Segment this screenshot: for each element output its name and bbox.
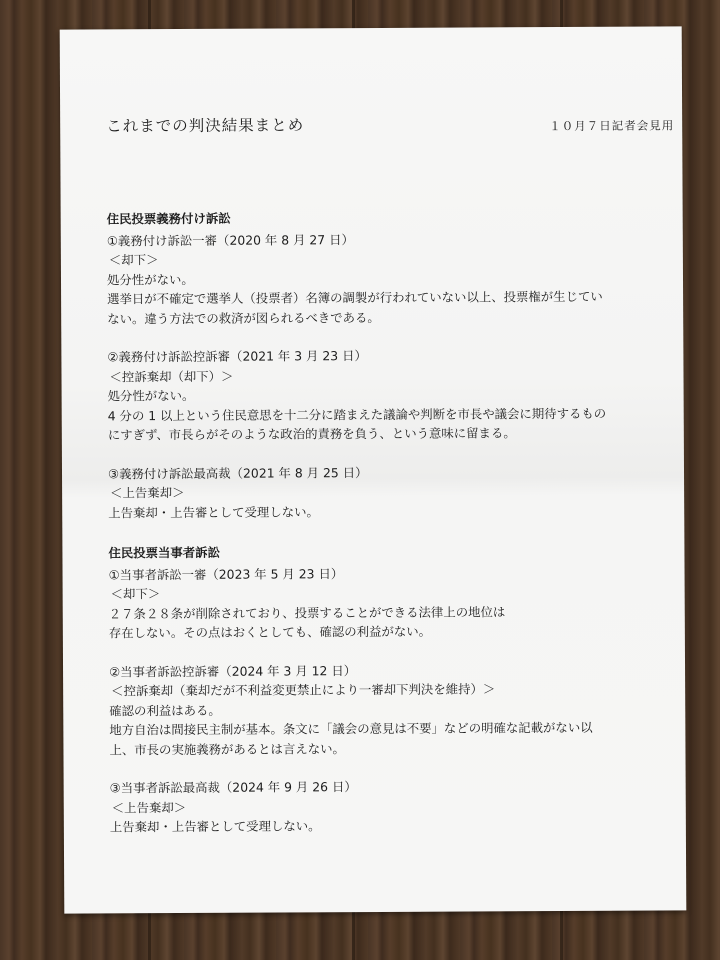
section-obligation-suit <box>107 207 639 542</box>
ruling-result: ＜控訴棄却（棄却だが不利益変更禁止により一審却下判決を維持）＞ <box>111 681 496 699</box>
ruling-title: ②当事者訴訟控訴審（2024 年 3 月 12 日） <box>109 662 357 679</box>
ruling-item <box>107 228 638 328</box>
ruling-text-line: 処分性がない。 <box>107 387 195 404</box>
ruling-title: ①当事者訴訟一審（2023 年 5 月 23 日） <box>108 565 344 582</box>
ruling-text-line: ２７条２８条が削除されており、投票することができる法律上の地位は <box>108 603 506 621</box>
ruling-item <box>108 562 638 643</box>
ruling-text-line: 処分性がない。 <box>106 271 194 287</box>
document <box>106 114 675 835</box>
document-title: これまでの判決結果まとめ <box>106 116 305 136</box>
ruling-result: ＜却下＞ <box>108 252 159 268</box>
ruling-title: ③当事者訴訟最高裁（2024 年 9 月 26 日） <box>109 779 357 796</box>
ruling-title: ①義務付け訴訟一審（2020 年 8 月 27 日） <box>106 231 354 248</box>
ruling-text-line: 地方自治は間接民主制が基本。条文に「議会の意見は不要」などの明確な記載がない以 <box>109 719 593 738</box>
ruling-item <box>107 345 638 445</box>
section-heading: 住民投票当事者訴訟 <box>108 544 220 561</box>
ruling-text-line: 上告棄却・上告審として受理しない。 <box>109 818 321 835</box>
ruling-text-line: 上、市長の実施義務があるとは言えない。 <box>109 740 345 757</box>
paper-sheet <box>60 26 687 913</box>
section-heading: 住民投票義務付け訴訟 <box>106 210 231 227</box>
ruling-text-line: にすぎず、市長らがそのような政治的責務を負う、という意味に留まる。 <box>107 425 516 443</box>
section-party-suit <box>108 541 640 856</box>
ruling-text-line: 4 分の 1 以上という住民意思を十二分に踏まえた議論や判断を市長や議会に期待するもの <box>107 405 607 423</box>
ruling-text-line: 確認の利益はある。 <box>109 702 221 718</box>
ruling-text-line: 上告棄却・上告審として受理しない。 <box>108 503 319 520</box>
ruling-result: ＜却下＞ <box>110 586 161 602</box>
ruling-item <box>108 461 638 522</box>
ruling-item <box>109 659 640 759</box>
ruling-text-line: ない。違う方法での救済が図られるべきである。 <box>107 309 380 326</box>
ruling-text-line: 存在しない。その点はおくとしても、確認の利益がない。 <box>108 623 432 641</box>
document-note: １０月７日記者会見用 <box>549 118 675 134</box>
ruling-title: ②義務付け訴訟控訴審（2021 年 3 月 23 日） <box>107 348 367 365</box>
ruling-result: ＜控訴棄却（却下）＞ <box>109 368 234 384</box>
ruling-text-line: 選挙日が不確定で選挙人（投票者）名簿の調製が行われていない以上、投票権が生じてい <box>107 288 603 307</box>
ruling-result: ＜上告棄却＞ <box>110 484 185 501</box>
ruling-title: ③義務付け訴訟最高裁（2021 年 8 月 25 日） <box>107 464 368 481</box>
ruling-item <box>110 776 640 837</box>
ruling-result: ＜上告棄却＞ <box>111 799 187 815</box>
